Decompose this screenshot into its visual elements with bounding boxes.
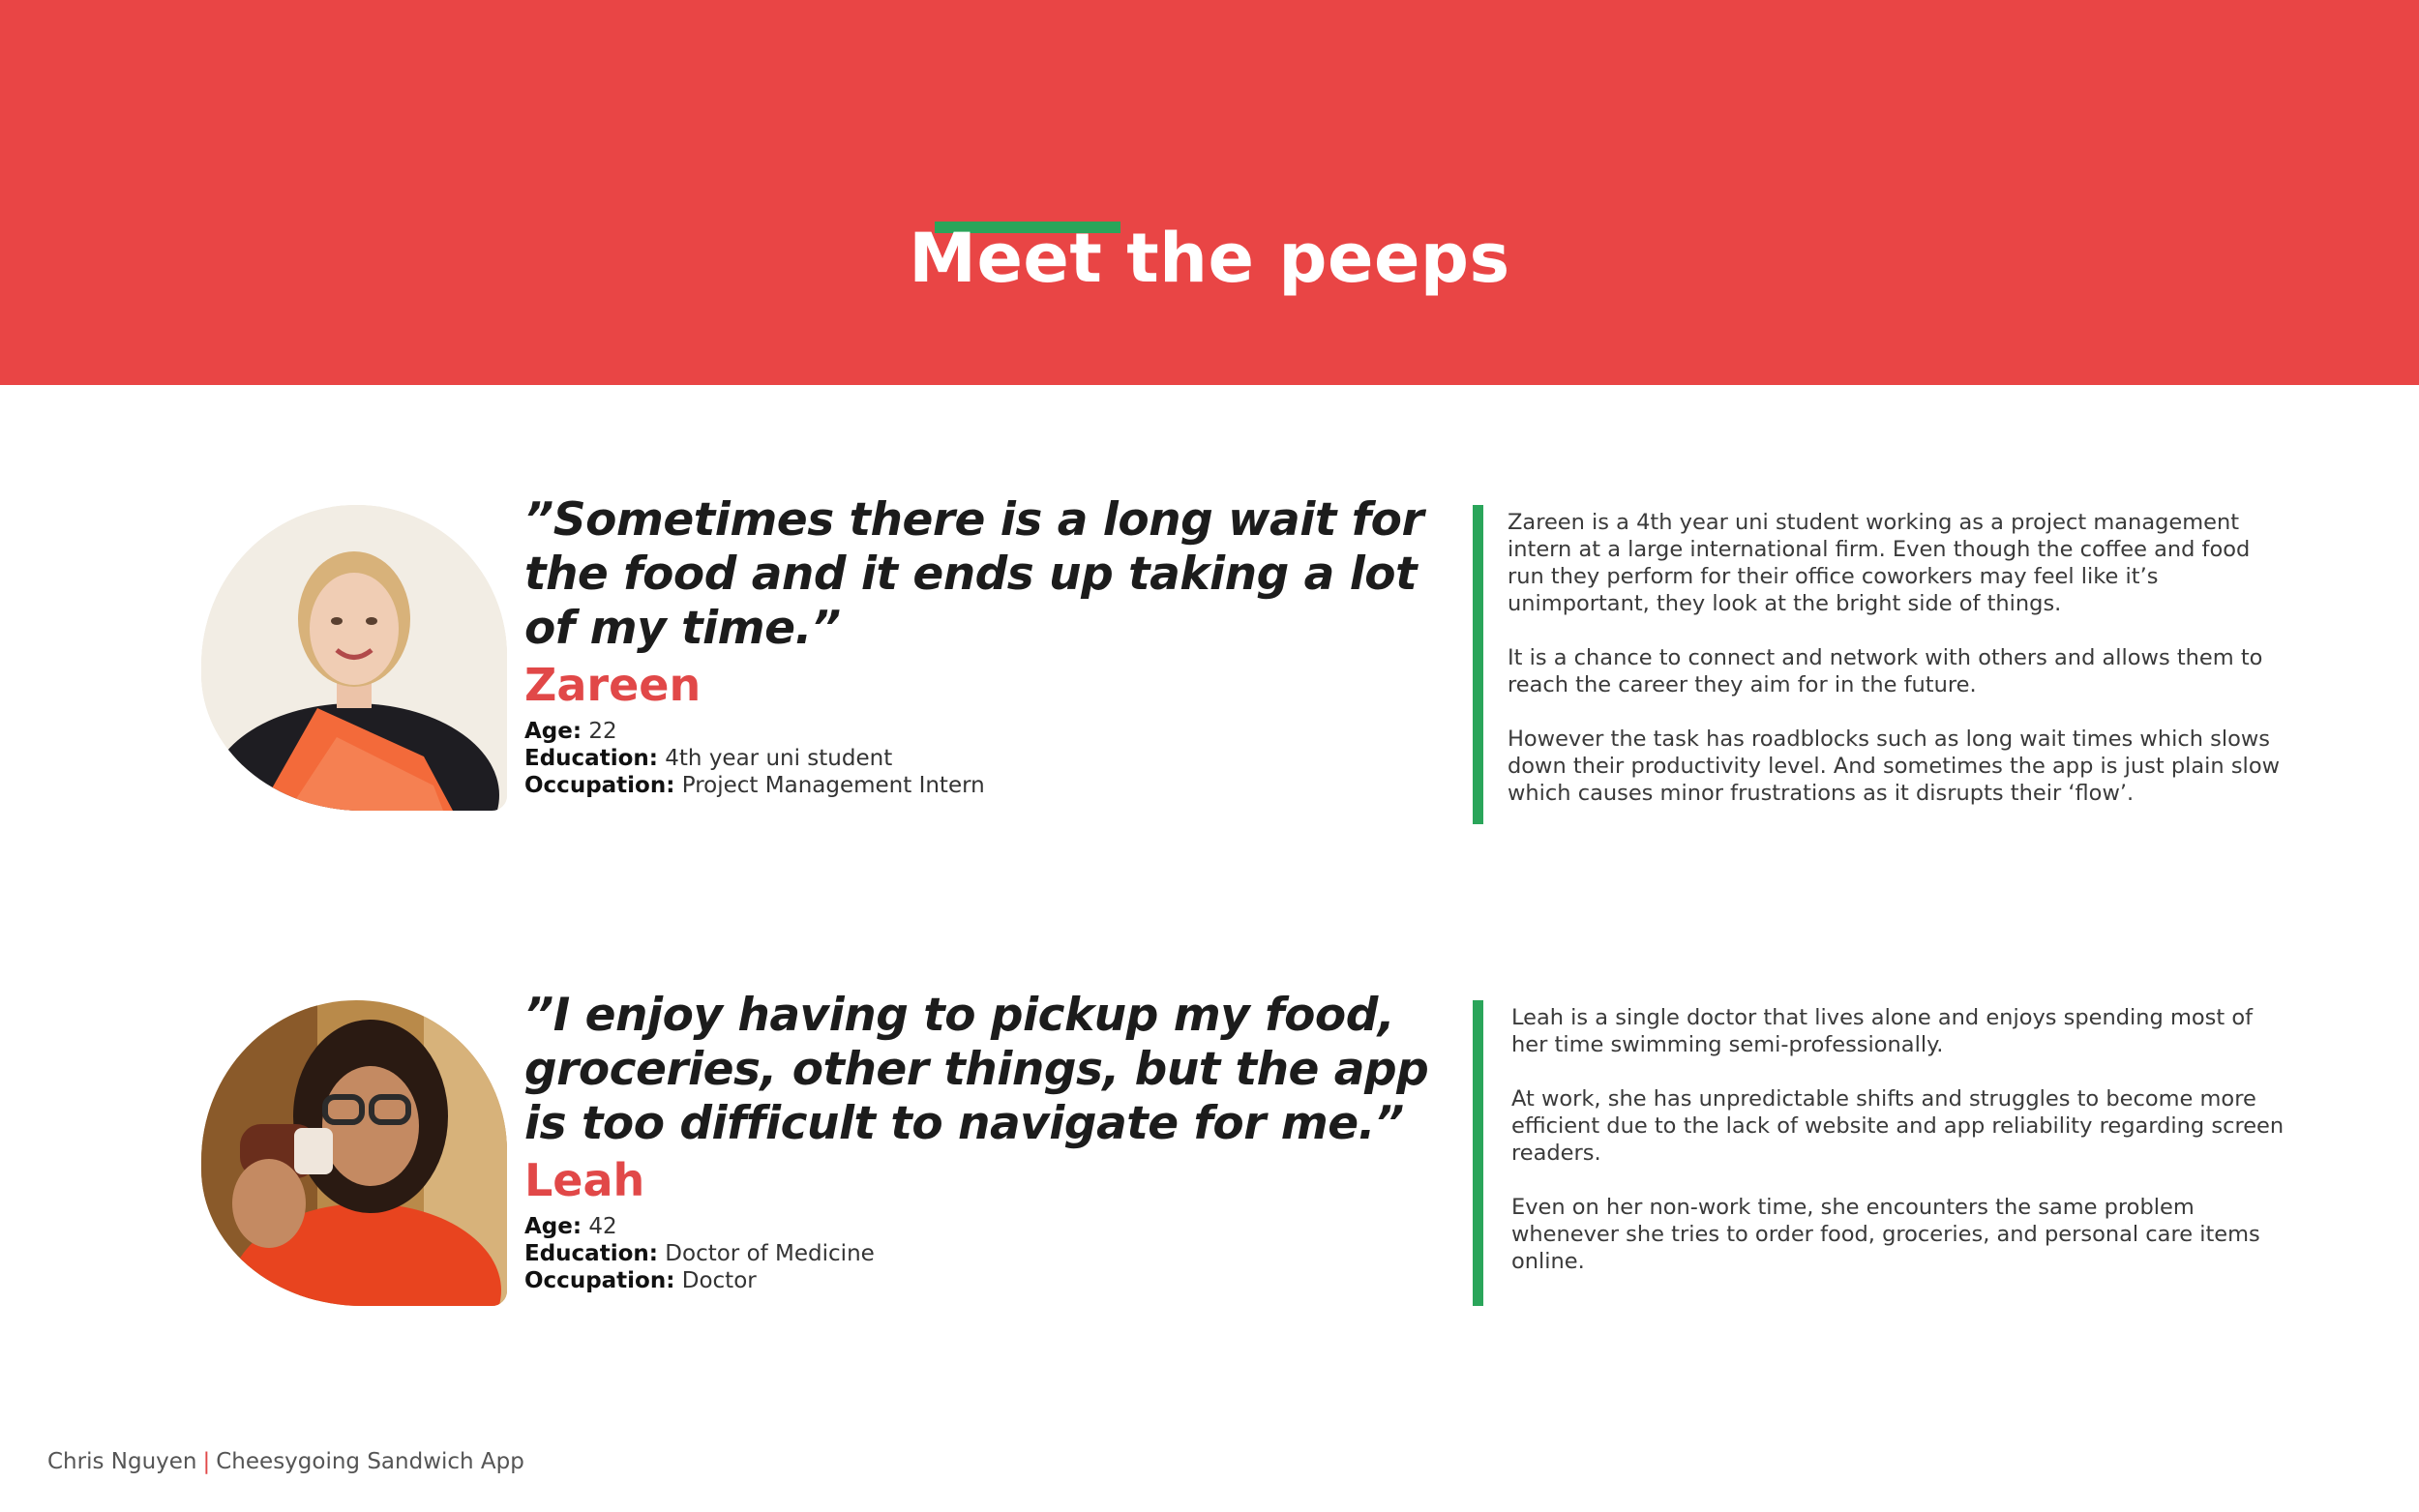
fact-age: Age: 22 [524,719,617,744]
persona-bio [1511,1004,2285,1302]
page-title: Meet the peeps [909,219,1510,298]
footer-credit [47,1449,524,1474]
footer-separator: | [202,1449,211,1474]
footer-author: Chris Nguyen [47,1449,197,1474]
persona-photo [201,505,507,811]
footer-project: Cheesygoing Sandwich App [216,1449,524,1474]
fact-age: Age: 42 [524,1214,617,1239]
portrait-woman-drinking-image [201,1000,507,1306]
bio-paragraph: Zareen is a 4th year uni student working as a project management intern at a large international firm. Even though the coffee and food run they perform for their office coworkers may feel like it’s unimportant, they look at the bright side of things. [1508,510,2251,616]
bio-paragraph: It is a chance to connect and network with others and allows them to reach the career they aim for in the future. [1508,645,2263,697]
bio-paragraph: Leah is a single doctor that lives alone and enjoys spending most of her time swimming semi-professionally. [1511,1005,2254,1057]
persona-facts [524,718,985,799]
persona-facts [524,1213,875,1294]
persona-name: Leah [524,1154,645,1206]
bio-paragraph: At work, she has unpredictable shifts and struggles to become more efficient due to the lack of website and app reliability regarding screen readers. [1511,1086,2285,1166]
persona-quote: ”I enjoy having to pickup my food, groceries, other things, but the app is too difficult to navigate for me.” [524,989,1429,1150]
portrait-woman-blonde-image [201,505,507,811]
section-divider [1473,505,1483,824]
fact-occupation: Occupation: Doctor [524,1268,757,1293]
persona-quote: ”Sometimes there is a long wait for the food and it ends up taking a lot of my time.” [524,493,1424,655]
header-banner [0,0,2419,385]
bio-paragraph: Even on her non-work time, she encounters the same problem whenever she tries to order food, groceries, and personal care items online. [1511,1195,2260,1274]
bio-paragraph: However the task has roadblocks such as long wait times which slows down their productivity level. And sometimes the app is just plain slow which causes minor frustrations as it disrupts their ‘flow’. [1508,726,2280,806]
persona-photo [201,1000,507,1306]
persona-bio [1508,509,2282,834]
section-divider [1473,1000,1483,1306]
fact-occupation: Occupation: Project Management Intern [524,773,985,798]
persona-name: Zareen [524,659,702,711]
fact-education: Education: 4th year uni student [524,746,893,771]
fact-education: Education: Doctor of Medicine [524,1241,875,1266]
